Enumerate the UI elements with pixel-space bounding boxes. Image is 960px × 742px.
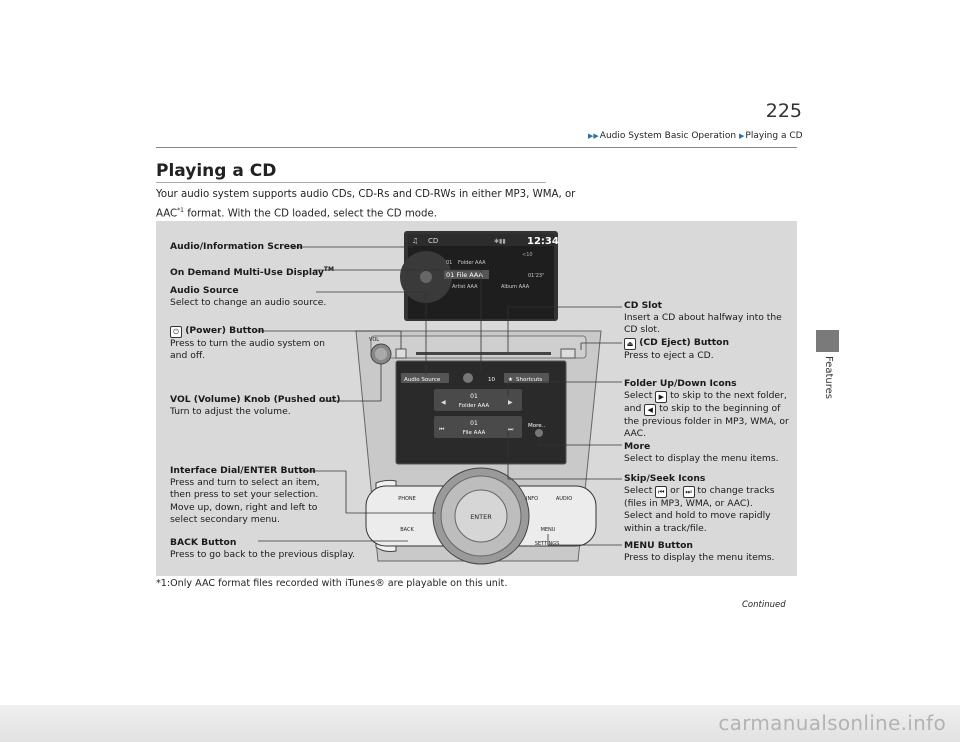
music-note-icon: ♫ (412, 237, 419, 245)
svg-text:CD: CD (428, 237, 439, 245)
upper-screen (400, 231, 559, 321)
page-title: Playing a CD (156, 161, 277, 181)
eject-button (561, 349, 575, 358)
svg-text:INFO: INFO (525, 496, 539, 502)
svg-text:ENTER: ENTER (470, 513, 492, 521)
callout-audio-source: Audio Source Select to change an audio source. (170, 285, 327, 309)
breadcrumb-item[interactable]: Audio System Basic Operation (599, 131, 737, 141)
skip-forward-icon: ⏭ (683, 486, 695, 498)
intro-text: Your audio system supports audio CDs, CD-Rs and CD-RWs in either MP3, WMA, or AAC$^{*1}$ format. With the CD loaded, select the CD mode. (156, 189, 576, 220)
svg-text:SETTINGS: SETTINGS (534, 541, 560, 547)
callout-audio-info-screen: Audio/Information Screen (170, 241, 303, 252)
breadcrumb-item[interactable]: Playing a CD (745, 131, 803, 141)
callout-menu-button: MENU Button Press to display the menu items. (624, 540, 775, 564)
svg-text:Artist AAA: Artist AAA (452, 284, 478, 290)
callout-vol-knob: VOL (Volume) Knob (Pushed out) Turn to adjust the volume. (170, 394, 341, 418)
title-divider (156, 182, 546, 183)
skip-back-icon: ⏮ (439, 426, 445, 433)
cd-slot (416, 352, 551, 355)
folder-down-icon: ◀ (441, 399, 446, 406)
folder-up-icon: ▶ (655, 391, 667, 403)
svg-text:More..: More.. (528, 423, 546, 429)
svg-text:01: 01 (470, 393, 478, 400)
folder-down-icon: ◀ (644, 404, 656, 416)
callout-cd-slot: CD Slot Insert a CD about halfway into the CD slot. (624, 300, 782, 336)
callout-eject-button: ⏏ (CD Eject) Button Press to eject a CD. (624, 337, 730, 361)
svg-text:AUDIO: AUDIO (555, 496, 573, 502)
svg-text:<10: <10 (522, 252, 533, 258)
star-icon: ★ (508, 377, 513, 383)
svg-text:01 File AAA: 01 File AAA (446, 271, 483, 279)
svg-text:PHONE: PHONE (398, 496, 416, 502)
svg-text:File AAA: File AAA (462, 430, 486, 436)
side-tab-marker (816, 330, 839, 352)
svg-text:Shortcuts: Shortcuts (516, 377, 543, 383)
svg-text:VOL: VOL (369, 337, 380, 343)
svg-text:Album AAA: Album AAA (501, 284, 530, 290)
footnote-ref[interactable]: *1 (177, 207, 184, 214)
page-number: 225 (765, 100, 802, 122)
skip-forward-icon: ⏭ (508, 426, 514, 433)
more-icon (535, 429, 543, 437)
callout-skip-seek: Skip/Seek Icons Select ⏮ or ⏭ to change tracks (files in MP3, WMA, or AAC). Select and hold to move rapidly within a track/file. (624, 473, 775, 534)
footnote: *1:Only AAC format files recorded with iTunes® are playable on this unit. (156, 578, 508, 589)
side-tab[interactable] (812, 356, 842, 466)
continued-label: Continued (742, 600, 786, 610)
folder-up-icon: ▶ (508, 399, 513, 406)
callout-folder-icons: Folder Up/Down Icons Select ▶ to skip to the next folder, and ◀ to skip to the beginning of the previous folder in MP3, WMA, or AAC. (624, 378, 789, 440)
svg-text:01'23": 01'23" (528, 273, 545, 279)
skip-back-icon: ⏮ (655, 486, 667, 498)
svg-text:Folder AAA: Folder AAA (458, 403, 490, 409)
callout-more: More Select to display the menu items. (624, 441, 779, 465)
audio-panel-figure (156, 221, 797, 576)
svg-text:12:34: 12:34 (527, 236, 559, 247)
power-button (396, 349, 406, 358)
header-divider (156, 147, 797, 148)
watermark-text: carmanualsonline.info (718, 711, 946, 735)
bluetooth-signal-icon: ✱▮▮ (494, 238, 506, 245)
callout-interface-dial: Interface Dial/ENTER Button Press and turn to select an item, then press to set your selection. Move up, down, right and left to select secondary menu. (170, 465, 320, 525)
power-icon: ⏻ (170, 326, 182, 338)
svg-text:MENU: MENU (540, 527, 556, 533)
svg-text:01: 01 (470, 420, 478, 427)
callout-power-button: ⏻ (Power) Button Press to turn the audio system on and off. (170, 325, 325, 362)
eject-icon: ⏏ (624, 338, 636, 350)
svg-text:10: 10 (488, 377, 495, 383)
svg-text:BACK: BACK (400, 527, 414, 533)
breadcrumb: ▶▶Audio System Basic Operation ▶Playing a CD (588, 131, 803, 141)
callout-back-button: BACK Button Press to go back to the previous display. (170, 537, 355, 561)
watermark-bar (0, 705, 960, 742)
side-tab-label: Features (823, 356, 834, 399)
svg-text:Audio Source: Audio Source (404, 377, 441, 383)
callout-odmd: On Demand Multi-Use Display™ (170, 266, 334, 279)
svg-text:Folder AAA: Folder AAA (458, 260, 486, 266)
svg-text:01: 01 (446, 260, 453, 266)
